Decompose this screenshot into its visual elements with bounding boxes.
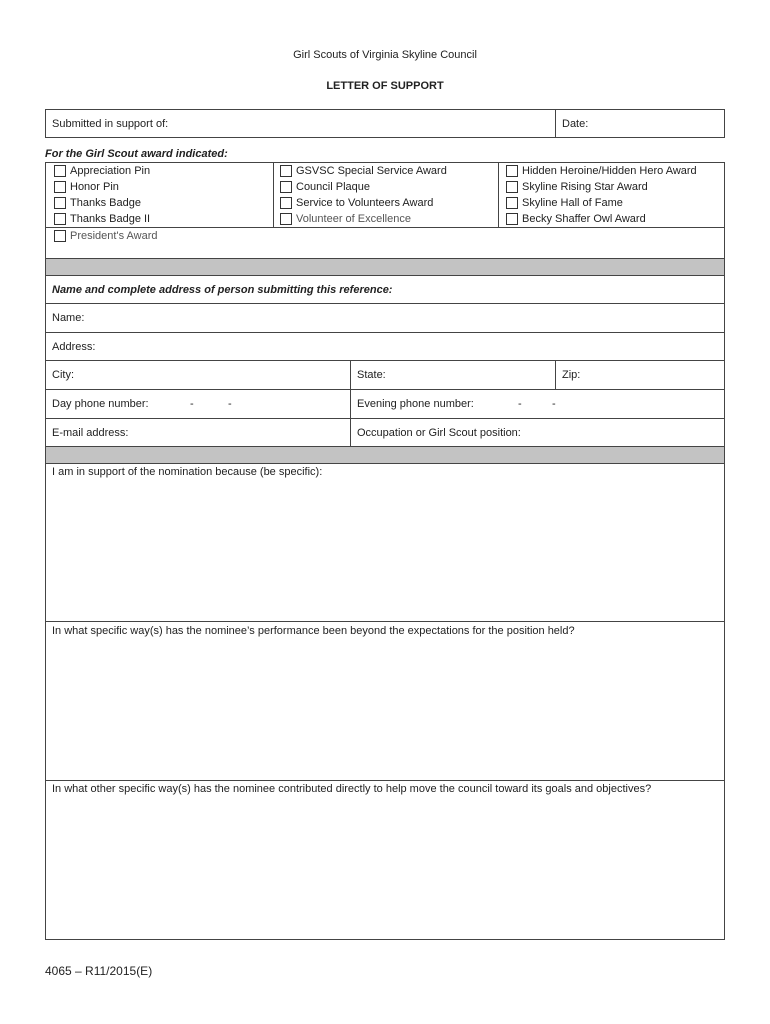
row-rule bbox=[45, 389, 725, 390]
award-label: Skyline Hall of Fame bbox=[522, 197, 623, 209]
address-input[interactable] bbox=[102, 339, 717, 355]
award-col-divider-1 bbox=[273, 162, 274, 227]
award-label: Honor Pin bbox=[70, 181, 119, 193]
city-label: City: bbox=[52, 369, 74, 381]
evening-phone-label: Evening phone number: bbox=[357, 398, 474, 410]
row-rule bbox=[45, 332, 725, 333]
question-3-label: In what other specific way(s) has the nominee contributed directly to help move the council toward its goals and objectives? bbox=[52, 783, 652, 795]
zip-label: Zip: bbox=[562, 369, 581, 381]
award-label: Becky Shaffer Owl Award bbox=[522, 213, 646, 225]
checkbox-service-to-volunteers[interactable] bbox=[280, 197, 292, 209]
row-rule bbox=[45, 621, 725, 622]
address-label: Address: bbox=[52, 341, 96, 353]
award-label: President's Award bbox=[70, 230, 158, 242]
question-3-answer[interactable] bbox=[52, 799, 718, 935]
checkbox-hidden-heroine[interactable] bbox=[506, 165, 518, 177]
award-label: Hidden Heroine/Hidden Hero Award bbox=[522, 165, 697, 177]
zip-input[interactable] bbox=[585, 367, 720, 383]
award-inner-rule bbox=[45, 227, 725, 228]
state-input[interactable] bbox=[392, 367, 550, 383]
phone-dash: - bbox=[190, 398, 194, 410]
award-label: Appreciation Pin bbox=[70, 165, 151, 177]
state-label: State: bbox=[357, 369, 386, 381]
checkbox-thanks-badge[interactable] bbox=[54, 197, 66, 209]
form-title: LETTER OF SUPPORT bbox=[326, 80, 444, 92]
org-name: Girl Scouts of Virginia Skyline Council bbox=[293, 49, 477, 61]
award-col-divider-2 bbox=[498, 162, 499, 227]
col-rule bbox=[350, 360, 351, 447]
checkbox-honor-pin[interactable] bbox=[54, 181, 66, 193]
checkbox-gsvsc-special-service[interactable] bbox=[280, 165, 292, 177]
evening-phone-input[interactable] bbox=[487, 396, 720, 412]
question-1-label: I am in support of the nomination because (be specific): bbox=[52, 466, 323, 478]
award-label: Skyline Rising Star Award bbox=[522, 181, 648, 193]
question-1-answer[interactable] bbox=[52, 482, 718, 616]
col-rule bbox=[555, 360, 556, 389]
email-label: E-mail address: bbox=[52, 427, 129, 439]
day-phone-label: Day phone number: bbox=[52, 398, 149, 410]
checkbox-thanks-badge-ii[interactable] bbox=[54, 213, 66, 225]
day-phone-input[interactable] bbox=[160, 396, 345, 412]
row-rule bbox=[45, 780, 725, 781]
submitted-label: Submitted in support of: bbox=[52, 118, 169, 130]
award-label: GSVSC Special Service Award bbox=[296, 165, 447, 177]
award-label: Council Plaque bbox=[296, 181, 370, 193]
checkbox-skyline-rising-star[interactable] bbox=[506, 181, 518, 193]
form-code: 4065 – R11/2015(E) bbox=[45, 964, 153, 978]
phone-dash: - bbox=[552, 398, 556, 410]
award-label: Volunteer of Excellence bbox=[296, 213, 411, 225]
section-divider-bar bbox=[45, 259, 725, 275]
checkbox-appreciation-pin[interactable] bbox=[54, 165, 66, 177]
row-rule bbox=[45, 303, 725, 304]
phone-dash: - bbox=[518, 398, 522, 410]
date-label: Date: bbox=[562, 118, 589, 130]
question-2-label: In what specific way(s) has the nominee’s performance been beyond the expectations for the position held? bbox=[52, 625, 575, 637]
checkbox-volunteer-of-excellence[interactable] bbox=[280, 213, 292, 225]
award-label: Service to Volunteers Award bbox=[296, 197, 434, 209]
row-rule bbox=[45, 360, 725, 361]
row-rule bbox=[45, 418, 725, 419]
occupation-input[interactable] bbox=[535, 425, 720, 441]
name-label: Name: bbox=[52, 312, 85, 324]
checkbox-becky-shaffer-owl[interactable] bbox=[506, 213, 518, 225]
submitted-input[interactable] bbox=[180, 116, 550, 132]
date-input[interactable] bbox=[595, 116, 720, 132]
section-divider-bar bbox=[45, 447, 725, 463]
occupation-label: Occupation or Girl Scout position: bbox=[357, 427, 521, 439]
email-input[interactable] bbox=[135, 425, 345, 441]
submitter-block bbox=[45, 275, 725, 447]
checkbox-skyline-hall-of-fame[interactable] bbox=[506, 197, 518, 209]
award-heading: For the Girl Scout award indicated: bbox=[45, 148, 228, 160]
award-label: Thanks Badge bbox=[70, 197, 141, 209]
question-2-answer[interactable] bbox=[52, 641, 718, 775]
submitted-divider bbox=[555, 109, 556, 138]
checkbox-presidents-award[interactable] bbox=[54, 230, 66, 242]
city-input[interactable] bbox=[80, 367, 345, 383]
checkbox-council-plaque[interactable] bbox=[280, 181, 292, 193]
name-input[interactable] bbox=[92, 310, 717, 326]
award-label: Thanks Badge II bbox=[70, 213, 151, 225]
phone-dash: - bbox=[228, 398, 232, 410]
submitter-heading: Name and complete address of person submitting this reference: bbox=[52, 284, 393, 296]
